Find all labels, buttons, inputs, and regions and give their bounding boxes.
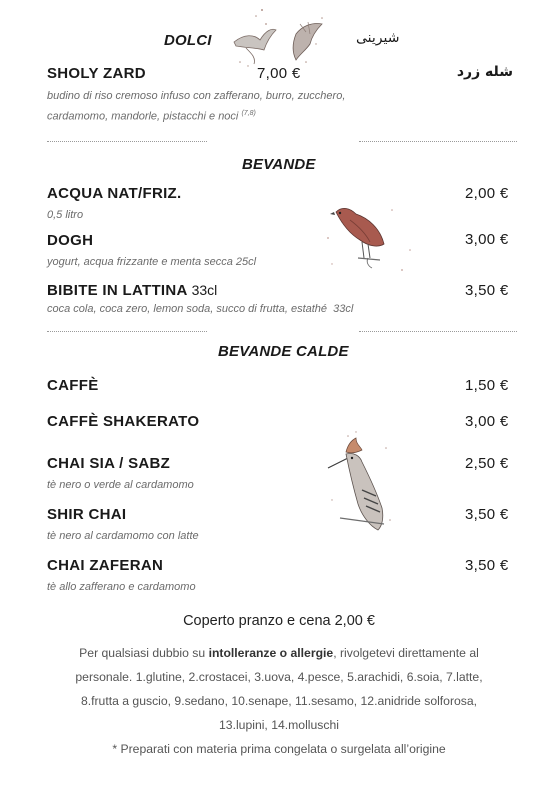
item-name-chai-zaferan: CHAI ZAFERAN	[47, 557, 164, 574]
flying-birds-illustration-icon	[226, 4, 336, 70]
item-name-shir-chai: SHIR CHAI	[47, 506, 127, 523]
dolci-title: DOLCI	[164, 32, 212, 49]
item-desc-bibite: coca cola, coca zero, lemon soda, succo di frutta, estathé 33cl	[47, 303, 354, 315]
item-price-acqua: 2,00 €	[465, 185, 509, 202]
bevande-title: BEVANDE	[242, 156, 316, 173]
item-price-dogh: 3,00 €	[465, 231, 509, 248]
item-name-dogh: DOGH	[47, 232, 94, 249]
item-name-persian-sholy-zard: شله زرد	[456, 64, 513, 80]
item-price-caffe-shakerato: 3,00 €	[465, 413, 509, 430]
frozen-note: * Preparati con materia prima congelata o surgelata all’origine	[112, 742, 446, 756]
divider-right-2	[359, 331, 517, 332]
divider-right	[359, 141, 517, 142]
item-desc-chai-zaferan: tè allo zafferano e cardamomo	[47, 581, 196, 593]
item-desc-chai-sia-sabz: tè nero o verde al cardamomo	[47, 479, 194, 491]
allergy-bold: intolleranze o allergie	[208, 646, 334, 660]
item-name-bibite	[47, 282, 217, 299]
item-desc-sholy-zard: budino di riso cremoso infuso con zafferano, burro, zucchero, cardamomo, mandorle, pistacchi e noci $^{(7,8)}$	[47, 90, 346, 123]
item-desc-shir-chai: tè nero al cardamomo con latte	[47, 530, 199, 542]
item-desc-dogh: yogurt, acqua frizzante e menta secca 25cl	[47, 256, 257, 268]
item-name-bibite-label: BIBITE IN LATTINA	[47, 282, 188, 299]
hoopoe-bird-illustration-icon	[326, 430, 398, 542]
allergy-notes: Per qualsiasi dubbio su intolleranze o allergie, rivolgetevi direttamente al personale. 1.glutine, 2.crostacei, 3.uova, 4.pesce, 5.arachidi, 6.soia, 7.latte, 8.frutta a guscio, 9.sedano, 10.senape, 11.sesamo, 12.anidride solforosa, 13.lupini, 14.molluschi * Preparati con materia prima congelata o surgelata all’origine	[75, 646, 483, 756]
divider-left	[47, 141, 207, 142]
perched-bird-illustration-icon	[322, 198, 418, 282]
item-name-caffe: CAFFÈ	[47, 377, 99, 394]
item-qty-bibite: 33cl	[191, 282, 218, 298]
item-price-shir-chai: 3,50 €	[465, 506, 509, 523]
item-price-chai-sia-sabz: 2,50 €	[465, 455, 509, 472]
item-price-bibite: 3,50 €	[465, 282, 509, 299]
item-price-caffe: 1,50 €	[465, 377, 509, 394]
item-name-sholy-zard: SHOLY ZARD	[47, 65, 146, 82]
coperto-note: Coperto pranzo e cena 2,00 €	[183, 613, 375, 629]
bevande-calde-title: BEVANDE CALDE	[218, 343, 349, 360]
item-price-sholy-zard: 7,00 €	[257, 65, 301, 82]
allergen-codes: (7,8)	[241, 110, 256, 117]
item-desc-acqua: 0,5 litro	[47, 209, 84, 221]
divider-left-2	[47, 331, 207, 332]
item-name-chai-sia-sabz: CHAI SIA / SABZ	[47, 455, 171, 472]
dolci-title-persian: شیرینی	[356, 30, 400, 46]
item-price-chai-zaferan: 3,50 €	[465, 557, 509, 574]
item-name-acqua: ACQUA NAT/FRIZ.	[47, 185, 182, 202]
item-name-caffe-shakerato: CAFFÈ SHAKERATO	[47, 413, 200, 430]
